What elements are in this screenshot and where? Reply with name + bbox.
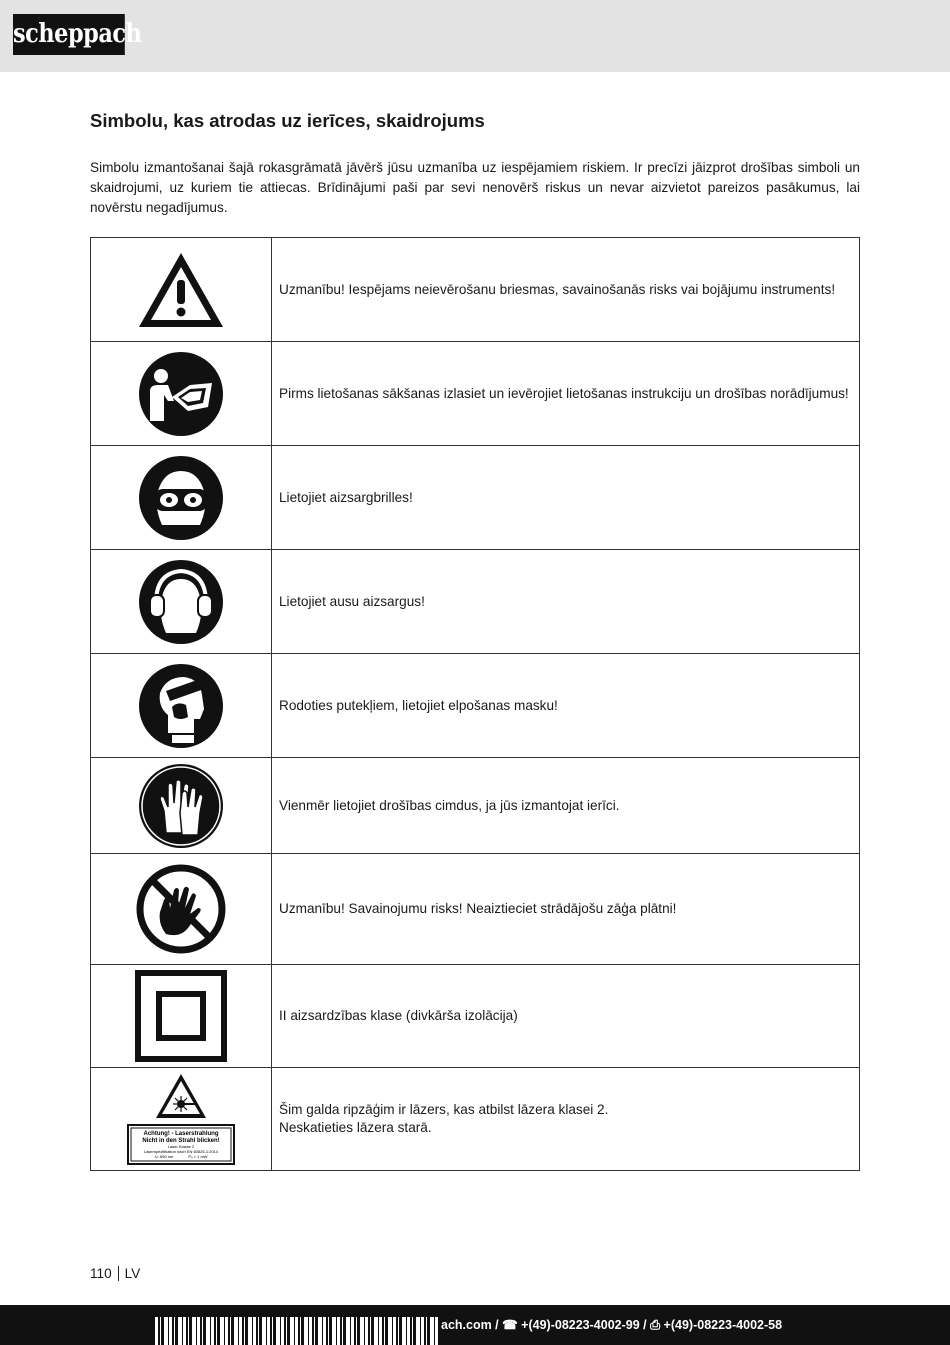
- page-footer-bar: [0, 1305, 950, 1345]
- read-manual-icon: [138, 351, 224, 437]
- row-text: Uzmanību! Savainojumu risks! Neaiztieciet strādājošu zāģa plātni!: [272, 854, 860, 965]
- intro-paragraph: Simbolu izmantošanai šajā rokasgrāmatā jāvērš jūsu uzmanība uz iespējamiem riskiem. Ir precīzi jāizprot drošības simboli un skaidrojumi, uz kuriem tie attiecas. Brīdinājumi paši par sevi nenovērš riskus un nevar aizvietot pareizos pasākumus, lai novērstu negadījumus.: [90, 160, 860, 215]
- no-hands-icon: [136, 864, 226, 954]
- page-header: [0, 0, 950, 72]
- table-row: [91, 342, 860, 446]
- table-row: [91, 238, 860, 342]
- table-row: [91, 550, 860, 654]
- laser-label-line6: Pₒ < 1 mW: [188, 1154, 208, 1159]
- laser-label-line2: Nicht in den Strahl blicken!: [142, 1138, 220, 1144]
- row-text: II aizsardzības klase (divkārša izolācija): [272, 965, 860, 1068]
- barcode-overlay: [155, 1317, 440, 1345]
- row-text: Lietojiet aizsargbrilles!: [272, 446, 860, 550]
- row-text-line2: Neskatieties lāzera starā.: [279, 1120, 432, 1135]
- table-row: [91, 758, 860, 854]
- row-text: Pirms lietošanas sākšanas izlasiet un ievērojiet lietošanas instrukciju un drošības norādījumus!: [272, 342, 860, 446]
- table-row: [91, 965, 860, 1068]
- row-text: Vienmēr lietojiet drošības cimdus, ja jūs izmantojat ierīci.: [272, 758, 860, 854]
- safety-goggles-icon: [138, 455, 224, 541]
- symbol-table: [90, 237, 860, 1171]
- table-row: [91, 854, 860, 965]
- scheppach-logo: scheppach: [13, 14, 125, 55]
- class-ii-insulation-icon: [135, 970, 227, 1062]
- row-text-line1: Šim galda ripzāģim ir lāzers, kas atbilst lāzera klasei 2.: [279, 1102, 609, 1117]
- laser-label-line3: Laser Klasse 2: [167, 1144, 195, 1149]
- table-row: [91, 446, 860, 550]
- page-number-separator: [118, 1266, 119, 1281]
- row-text: [272, 1068, 860, 1171]
- laser-label-line4: Laserspezifikation nach EN 60825-1:2014: [143, 1149, 219, 1154]
- page-number: 110: [90, 1266, 112, 1281]
- row-text: Uzmanību! Iespējams neievērošanu briesmas, savainošanās risks vai bojājumu instruments!: [272, 238, 860, 342]
- language-code: LV: [124, 1266, 141, 1281]
- laser-label-line5: λ= 650 nm: [154, 1154, 174, 1159]
- dust-mask-icon: [138, 663, 224, 749]
- laser-warning-icon: [126, 1072, 236, 1166]
- ear-protection-icon: [138, 559, 224, 645]
- table-row: [91, 1068, 860, 1171]
- warning-triangle-icon: [136, 250, 226, 330]
- row-text: Lietojiet ausu aizsargus!: [272, 550, 860, 654]
- row-text: Rodoties putekļiem, lietojiet elpošanas masku!: [272, 654, 860, 758]
- page-footer-number: [90, 1266, 140, 1281]
- table-row: [91, 654, 860, 758]
- footer-contact-text: ach.com / ☎ +(49)-08223-4002-99 / ⎙ +(49)-08223-4002-58: [441, 1318, 783, 1332]
- laser-label-line1: Achtung! - Laserstrahlung: [143, 1131, 219, 1137]
- safety-gloves-icon: [138, 763, 224, 849]
- page-title: Simbolu, kas atrodas uz ierīces, skaidrojums: [90, 110, 485, 131]
